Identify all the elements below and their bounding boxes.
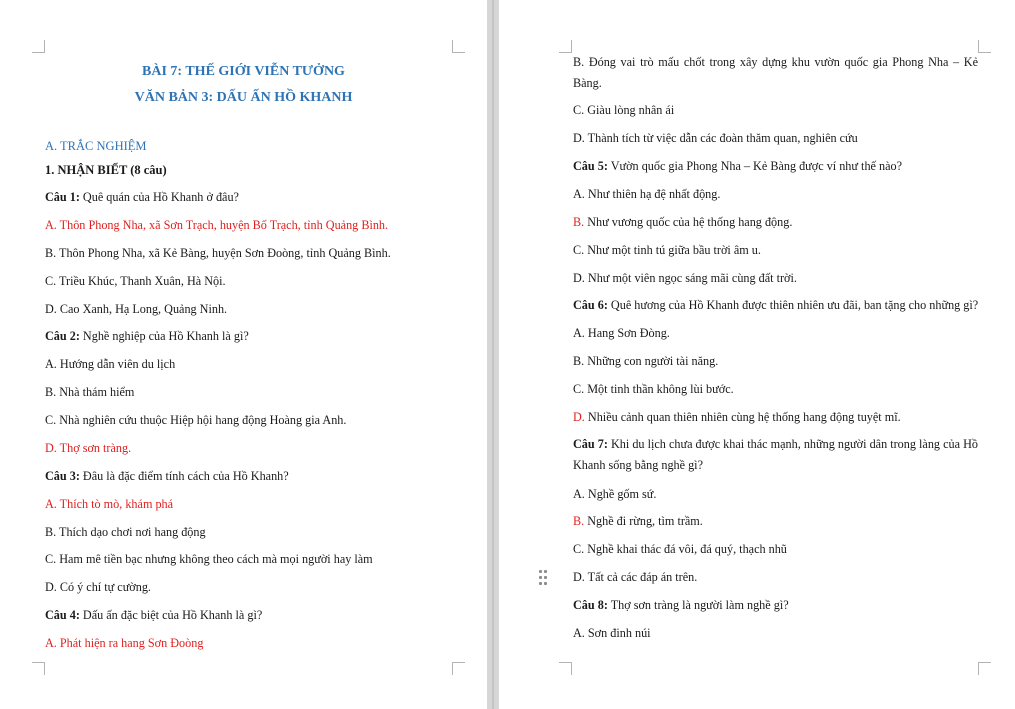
question-label: Câu 3: (45, 469, 80, 483)
answer-option: D. Có ý chí tự cường. (45, 580, 151, 594)
answer-text: Nghề đi rừng, tìm trầm. (584, 514, 703, 528)
question-label: Câu 5: (573, 159, 608, 173)
answer-letter: B. (573, 215, 585, 229)
answer-option: C. Như một tinh tú giữa bầu trời âm u. (573, 243, 761, 257)
question-label: Câu 4: (45, 608, 80, 622)
crop-mark (559, 40, 572, 53)
answer-option: B. Những con người tài năng. (573, 354, 719, 368)
answer-option: B. Thích dạo chơi nơi hang động (45, 525, 206, 539)
subsection-heading: 1. NHẬN BIẾT (8 câu) (45, 163, 167, 177)
question-text: Vườn quốc gia Phong Nha – Kẻ Bàng được ví như thế nào? (607, 159, 902, 173)
section-heading: A. TRẮC NGHIỆM (45, 139, 147, 153)
answer-option: D. Như một viên ngọc sáng mãi cùng đất trời. (573, 271, 797, 285)
answer-option-correct (573, 513, 703, 529)
answer-option: C. Giàu lòng nhân ái (573, 103, 675, 117)
answer-option: C. Nghề khai thác đá vôi, đá quý, thạch nhũ (573, 542, 787, 556)
answer-letter: B. (573, 514, 585, 528)
question-text: Nghề nghiệp của Hồ Khanh là gì? (79, 329, 249, 343)
text-title: VĂN BẢN 3: DẤU ẤN HỒ KHANH (134, 90, 353, 105)
answer-option: A. Hang Sơn Đòng. (573, 326, 670, 340)
answer-option: C. Một tinh thần không lùi bước. (573, 382, 734, 396)
answer-option: C. Triều Khúc, Thanh Xuân, Hà Nội. (45, 274, 226, 288)
question-label: Câu 7: (573, 437, 608, 451)
question-4 (45, 607, 262, 623)
question-label: Câu 2: (45, 329, 80, 343)
question-7 (573, 434, 978, 476)
crop-mark (452, 662, 465, 675)
answer-option: D. Thành tích từ việc dẫn các đoàn thăm quan, nghiên cứu (573, 131, 858, 145)
question-label: Câu 8: (573, 598, 608, 612)
answer-option-correct: A. Thôn Phong Nha, xã Sơn Trạch, huyện Bố Trạch, tỉnh Quảng Bình. (45, 218, 389, 232)
answer-option: A. Hướng dẫn viên du lịch (45, 357, 176, 371)
crop-mark (978, 40, 991, 53)
answer-option: D. Tất cả các đáp án trên. (573, 570, 698, 584)
question-label: Câu 1: (45, 190, 80, 204)
answer-option: A. Như thiên hạ đệ nhất động. (573, 187, 721, 201)
answer-option: B. Đóng vai trò mấu chốt trong xây dựng khu vườn quốc gia Phong Nha – Kẻ Bàng. (573, 55, 978, 90)
question-2 (45, 328, 249, 344)
answer-text: Như vương quốc của hệ thống hang động. (584, 215, 793, 229)
page-divider (492, 0, 494, 709)
crop-mark (32, 40, 45, 53)
answer-option-correct: D. Thợ sơn tràng. (45, 441, 132, 455)
document-page-1 (0, 0, 487, 709)
answer-text: Nhiều cảnh quan thiên nhiên cùng hệ thống hang động tuyệt mĩ. (584, 410, 901, 424)
answer-option: C. Ham mê tiền bạc nhưng không theo cách mà mọi người hay làm (45, 552, 373, 566)
question-text: Thợ sơn tràng là người làm nghề gì? (607, 598, 789, 612)
lesson-title: BÀI 7: THẾ GIỚI VIỄN TƯỞNG (142, 64, 345, 79)
answer-option-correct (573, 409, 901, 425)
document-page-2 (499, 0, 1015, 709)
drag-handle-icon[interactable] (539, 570, 549, 588)
question-3 (45, 468, 289, 484)
answer-option-correct: A. Thích tò mò, khám phá (45, 497, 174, 511)
answer-option: C. Nhà nghiên cứu thuộc Hiệp hội hang động Hoàng gia Anh. (45, 413, 347, 427)
answer-option: B. Nhà thám hiểm (45, 385, 135, 399)
question-label: Câu 6: (573, 298, 608, 312)
crop-mark (452, 40, 465, 53)
question-text: Dấu ấn đặc biệt của Hồ Khanh là gì? (79, 608, 263, 622)
question-6 (573, 297, 978, 313)
answer-option-correct: A. Phát hiện ra hang Sơn Đoòng (45, 636, 204, 650)
answer-option-correct (573, 214, 792, 230)
answer-option: A. Nghề gốm sứ. (573, 487, 657, 501)
question-1 (45, 189, 239, 205)
answer-option: B. Thôn Phong Nha, xã Kẻ Bàng, huyện Sơn Đoòng, tỉnh Quảng Bình. (45, 246, 391, 260)
question-text: Quê quán của Hồ Khanh ở đâu? (79, 190, 239, 204)
question-text: Đâu là đặc điểm tính cách của Hồ Khanh? (79, 469, 289, 483)
crop-mark (32, 662, 45, 675)
question-5 (573, 158, 902, 174)
answer-option: A. Sơn đinh núi (573, 626, 651, 640)
question-8 (573, 597, 789, 613)
answer-letter: D. (573, 410, 585, 424)
question-text: Khi du lịch chưa được khai thác mạnh, những người dân trong làng của Hồ Khanh sống bằng nghề gì? (573, 437, 978, 472)
crop-mark (978, 662, 991, 675)
question-text: Quê hương của Hồ Khanh được thiên nhiên ưu đãi, ban tặng cho những gì? (607, 298, 979, 312)
answer-option: D. Cao Xanh, Hạ Long, Quảng Ninh. (45, 302, 228, 316)
crop-mark (559, 662, 572, 675)
